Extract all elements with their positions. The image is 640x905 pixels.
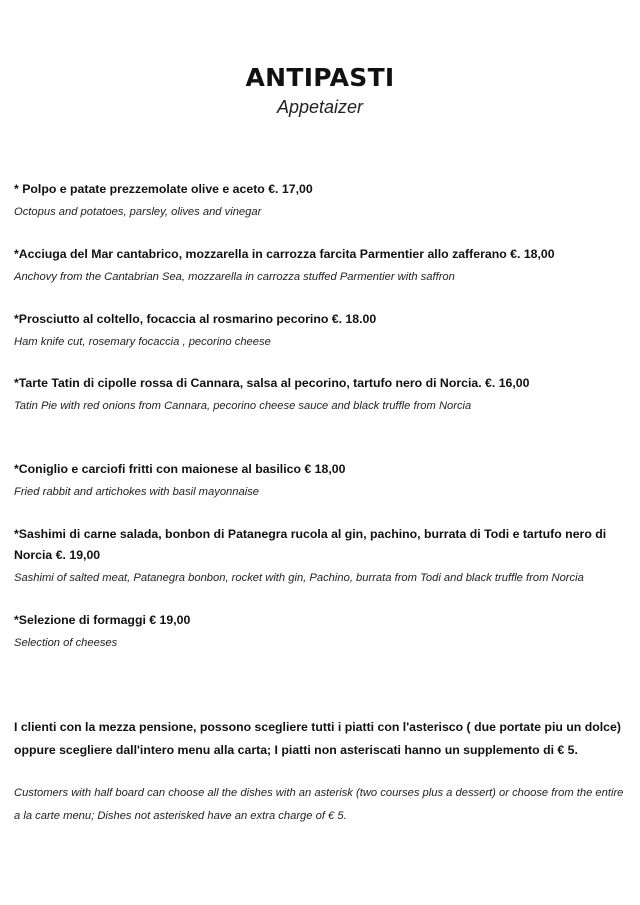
- menu-item-description: Tatin Pie with red onions from Cannara, pecorino cheese sauce and black truffle from Norcia: [14, 400, 472, 412]
- note-italian-text: I clienti con la mezza pensione, possono scegliere tutti i piatti con l'asterisco ( due portate piu un dolce) oppure scegliere dall'intero menu alla carta; I piatti non asteriscati hanno un supplemento di € 5.: [14, 720, 621, 757]
- menu-item-name: * Polpo e patate prezzemolate olive e aceto €. 17,00: [14, 182, 313, 196]
- half-board-note-italian: [14, 716, 626, 761]
- menu-item: [14, 524, 624, 589]
- menu-item-description: Sashimi of salted meat, Patanegra bonbon, rocket with gin, Pachino, burrata from Todi and black truffle from Norcia: [14, 572, 584, 584]
- menu-item: [14, 610, 624, 654]
- menu-item-name: *Coniglio e carciofi fritti con maionese al basilico € 18,00: [14, 462, 346, 476]
- menu-item: [14, 309, 624, 353]
- menu-item-name: *Sashimi di carne salada, bonbon di Patanegra rucola al gin, pachino, burrata di Todi e tartufo nero di Norcia €. 19,00: [14, 527, 607, 562]
- note-english-text: Customers with half board can choose all the dishes with an asterisk (two courses plus a dessert) or choose from the entire a la carte menu; Dishes not asterisked have an extra charge of € 5.: [14, 787, 624, 822]
- menu-item-description: Ham knife cut, rosemary focaccia , pecorino cheese: [14, 336, 271, 348]
- menu-header: [0, 60, 640, 118]
- section-title: ANTIPASTI: [245, 63, 395, 92]
- menu-item-description: Anchovy from the Cantabrian Sea, mozzarella in carrozza stuffed Parmentier with saffron: [14, 271, 455, 283]
- section-subtitle: Appetaizer: [276, 97, 364, 117]
- menu-item-description: Selection of cheeses: [14, 637, 118, 649]
- half-board-note-english: [14, 782, 626, 827]
- menu-item-description: Octopus and potatoes, parsley, olives and vinegar: [14, 206, 262, 218]
- menu-item-name: *Acciuga del Mar cantabrico, mozzarella in carrozza farcita Parmentier allo zafferano €. 18,00: [14, 247, 555, 261]
- menu-item-name: *Prosciutto al coltello, focaccia al rosmarino pecorino €. 18.00: [14, 312, 377, 326]
- menu-item-description: Fried rabbit and artichokes with basil mayonnaise: [14, 486, 260, 498]
- menu-item-name: *Tarte Tatin di cipolle rossa di Cannara, salsa al pecorino, tartufo nero di Norcia. €. 16,00: [14, 376, 530, 390]
- menu-item: [14, 373, 624, 417]
- menu-item: [14, 459, 624, 503]
- menu-item-name: *Selezione di formaggi € 19,00: [14, 613, 191, 627]
- menu-item: [14, 179, 624, 223]
- menu-item: [14, 244, 624, 288]
